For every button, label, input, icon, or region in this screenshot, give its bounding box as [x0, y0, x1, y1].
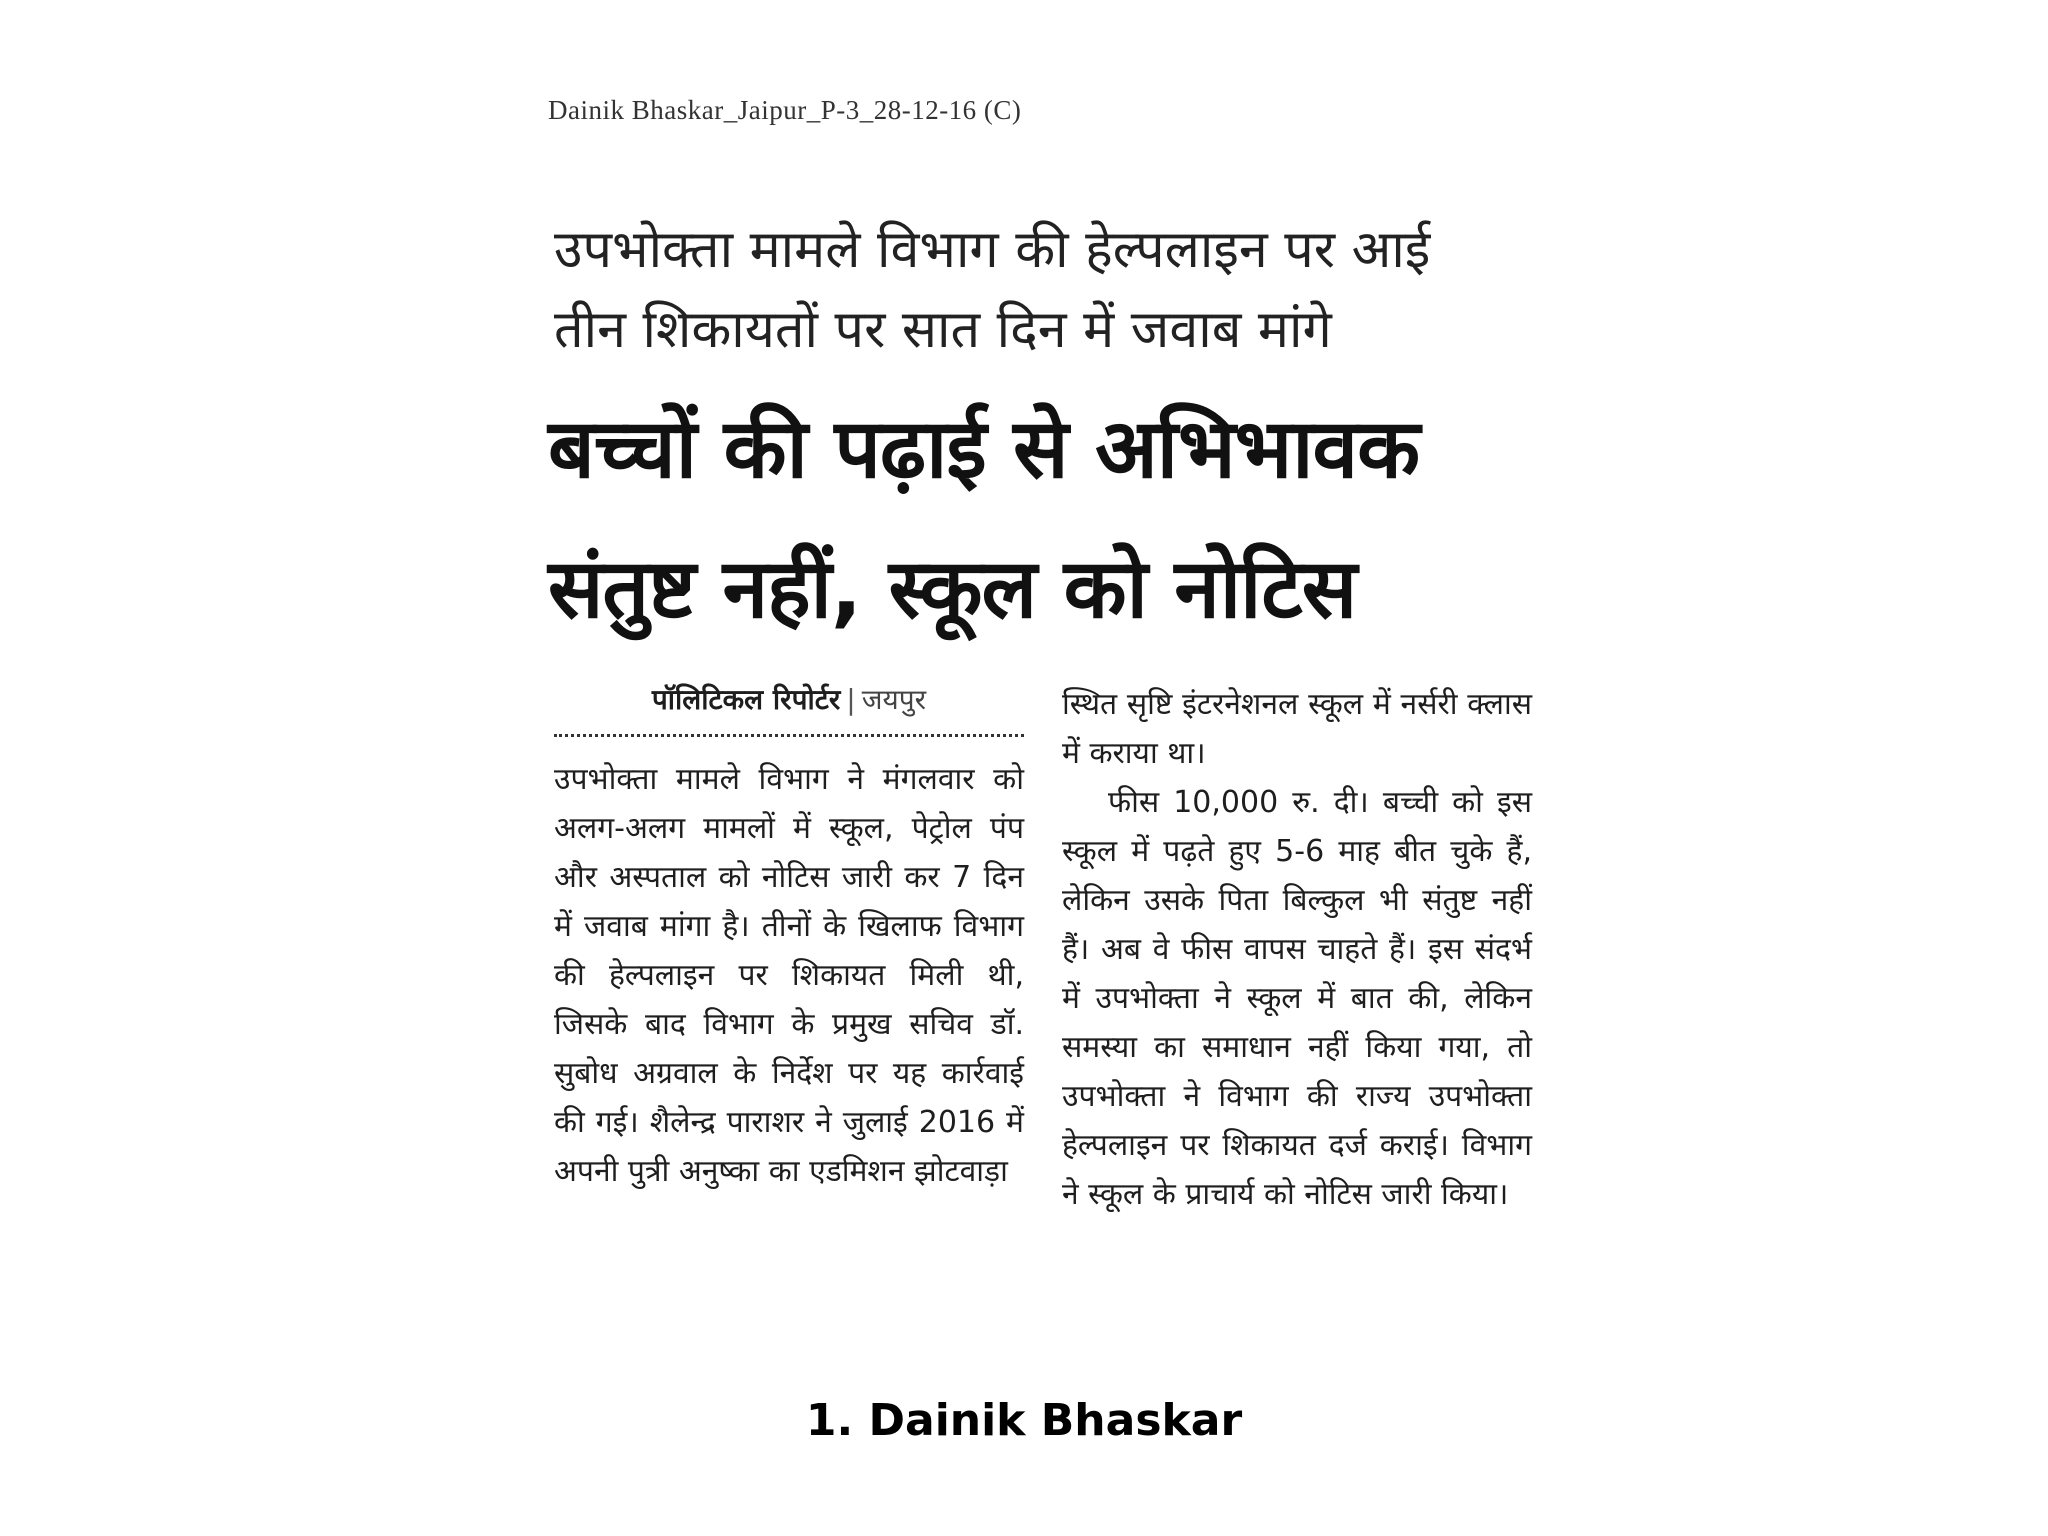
article-paragraph-right-1: स्थित सृष्टि इंटरनेशनल स्कूल में नर्सरी क्लास में कराया था।: [1062, 687, 1532, 771]
article-column-left: [554, 680, 1024, 1196]
article-column-right: [1062, 680, 1532, 1219]
byline-reporter: पॉलिटिकल रिपोर्टर: [651, 683, 841, 716]
byline-city: जयपुर: [861, 683, 927, 716]
byline: [554, 680, 1024, 737]
source-line: Dainik Bhaskar_Jaipur_P-3_28-12-16 (C): [548, 95, 1022, 125]
kicker-line-1: उपभोक्ता मामले विभाग की हेल्पलाइन पर आई: [554, 220, 1431, 280]
article-paragraph-right-2: फीस 10,000 रु. दी। बच्ची को इस स्कूल में पढ़ते हुए 5-6 माह बीत चुके हैं, लेकिन उसके पिता बिल्कुल भी संतुष्ट नहीं हैं। अब वे फीस वापस चाहते हैं। इस संदर्भ में उपभोक्ता ने स्कूल में बात की, लेकिन समस्या का समाधान नहीं किया गया, तो उपभोक्ता ने विभाग की राज्य उपभोक्ता हेल्पलाइन पर शिकायत दर्ज कराई। विभाग ने स्कूल के प्राचार्य को नोटिस जारी किया।: [1062, 785, 1532, 1212]
kicker-line-2: तीन शिकायतों पर सात दिन में जवाब मांगे: [554, 300, 1332, 360]
slide-caption: 1. Dainik Bhaskar: [805, 1395, 1243, 1446]
headline-line-1: बच्चों की पढ़ाई से अभिभावक: [548, 402, 1420, 497]
byline-separator: |: [846, 683, 856, 716]
headline-line-2: संतुष्ट नहीं, स्कूल को नोटिस: [548, 542, 1357, 637]
newspaper-clipping: [540, 95, 1550, 1335]
article-paragraph-left: उपभोक्ता मामले विभाग ने मंगलवार को अलग-अलग मामलों में स्कूल, पेट्रोल पंप और अस्पताल को नोटिस जारी कर 7 दिन में जवाब मांगा है। तीनों के खिलाफ विभाग की हेल्पलाइन पर शिकायत मिली थी, जिसके बाद विभाग के प्रमुख सचिव डॉ. सुबोध अग्रवाल के निर्देश पर यह कार्रवाई की गई। शैलेन्द्र पाराशर ने जुलाई 2016 में अपनी पुत्री अनुष्का का एडमिशन झोटवाड़ा: [554, 762, 1024, 1189]
